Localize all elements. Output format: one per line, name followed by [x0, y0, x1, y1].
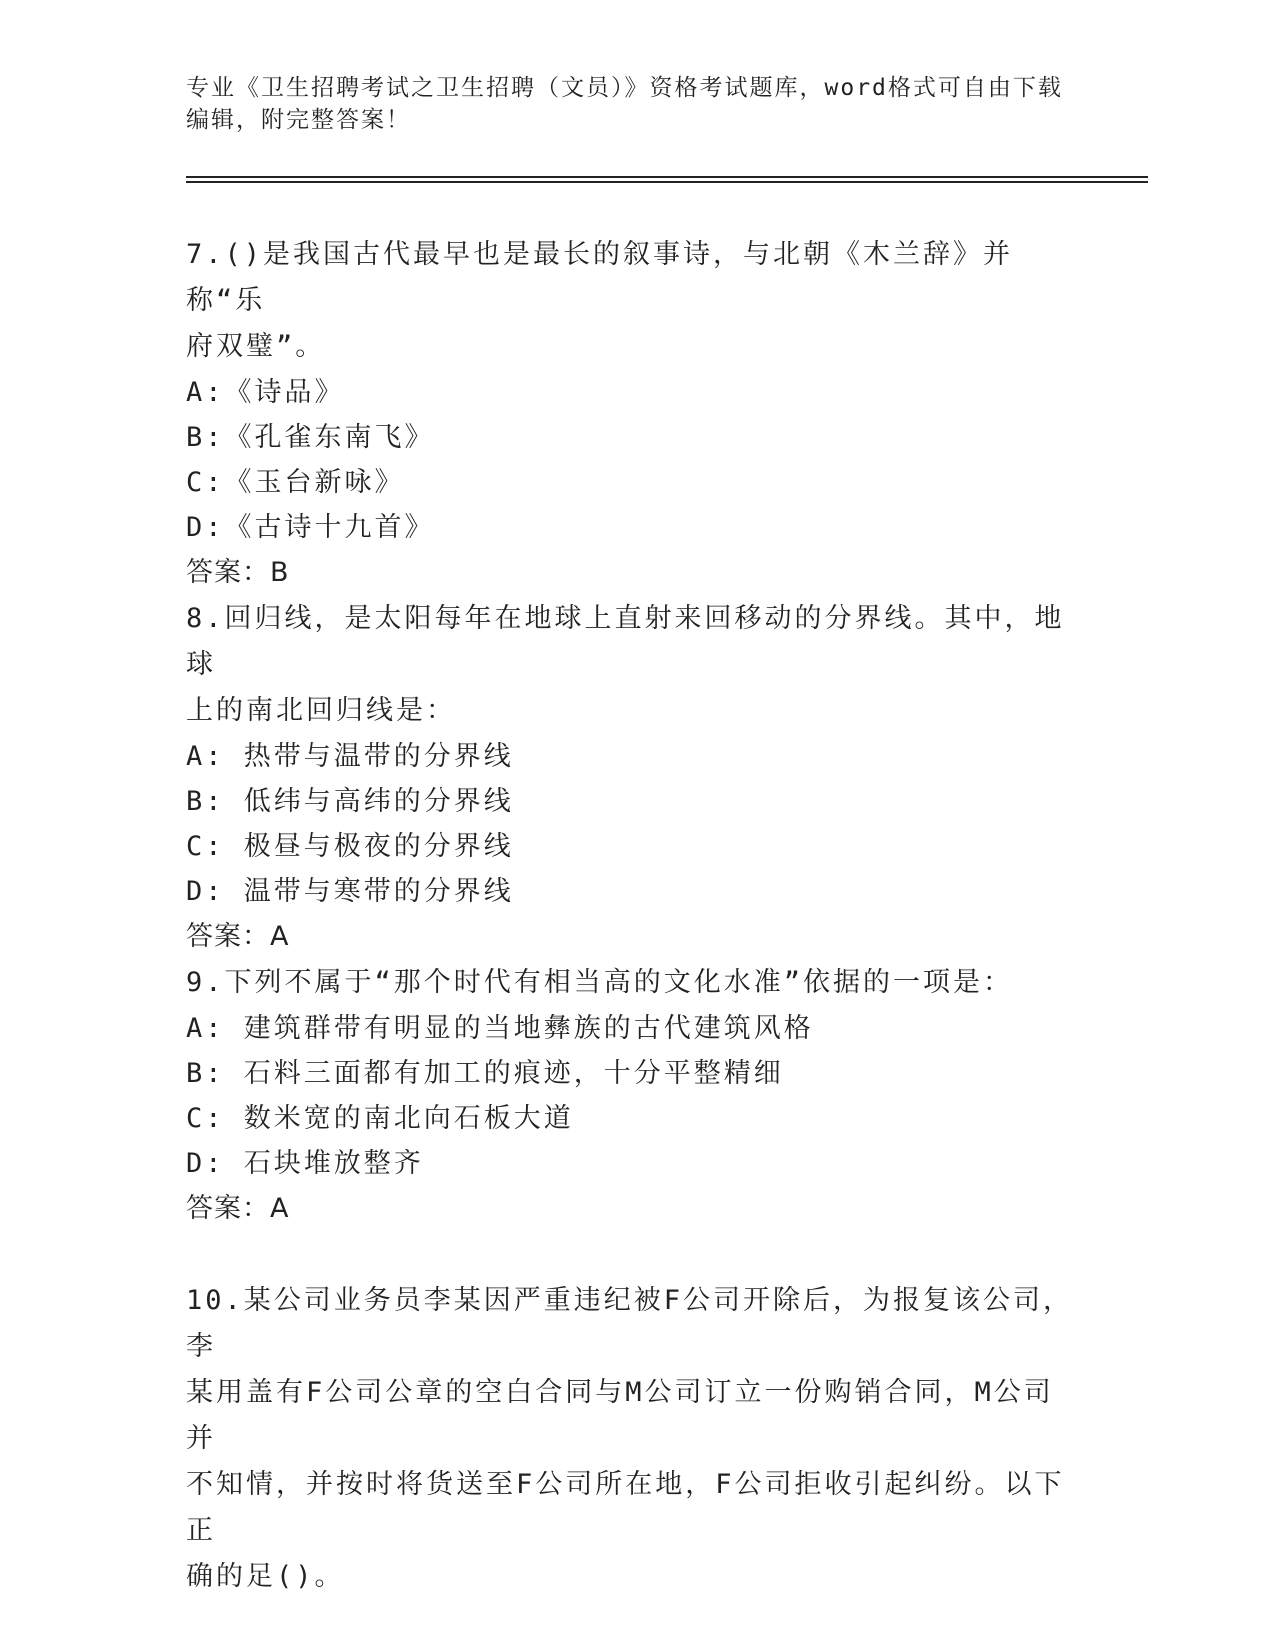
header-line-2: 编辑，附完整答案！ — [186, 107, 411, 133]
answer-line: 答案：B — [186, 557, 290, 588]
option-c: C:《玉台新咏》 — [186, 467, 405, 498]
option-a: A:《诗品》 — [186, 377, 345, 408]
option-b: B:《孔雀东南飞》 — [186, 422, 435, 453]
option-d: D:《古诗十九首》 — [186, 512, 435, 543]
option-d: D: 石块堆放整齐 — [186, 1148, 424, 1179]
question-stem-line: 某用盖有F公司公章的空白合同与M公司订立一份购销合同，M公司并 — [186, 1377, 1054, 1454]
header-line-1: 专业《卫生招聘考试之卫生招聘（文员）》资格考试题库，word格式可自由下载 — [186, 75, 1063, 101]
question-stem-line: 不知情，并按时将货送至F公司所在地，F公司拒收引起纠纷。以下正 — [186, 1469, 1065, 1546]
header-divider-bottom — [186, 181, 1148, 183]
question-stem-line: 9.下列不属于“那个时代有相当高的文化水准”依据的一项是： — [186, 967, 1014, 998]
answer-line: 答案：A — [186, 1193, 290, 1224]
question-stem-line: 7.()是我国古代最早也是最长的叙事诗，与北朝《木兰辞》并称“乐 — [186, 239, 1014, 316]
question-stem-line: 上的南北回归线是： — [186, 695, 456, 726]
option-b: B: 低纬与高纬的分界线 — [186, 786, 514, 817]
option-c: C: 数米宽的南北向石板大道 — [186, 1103, 574, 1134]
option-a: A: 热带与温带的分界线 — [186, 741, 514, 772]
option-d: D: 温带与寒带的分界线 — [186, 876, 514, 907]
answer-line: 答案：A — [186, 921, 290, 952]
option-b: B: 石料三面都有加工的痕迹，十分平整精细 — [186, 1058, 784, 1089]
option-c: C: 极昼与极夜的分界线 — [186, 831, 514, 862]
question-stem-line: 10.某公司业务员李某因严重违纪被F公司开除后，为报复该公司，李 — [186, 1285, 1074, 1362]
header-divider-top — [186, 176, 1148, 178]
question-stem-line: 府双璧”。 — [186, 331, 326, 362]
question-8 — [186, 596, 1076, 960]
document-header — [186, 72, 1066, 136]
question-stem-line: 8.回归线，是太阳每年在地球上直射来回移动的分界线。其中，地球 — [186, 603, 1065, 680]
question-9 — [186, 960, 1076, 1232]
question-7 — [186, 232, 1076, 596]
question-10 — [186, 1278, 1076, 1600]
option-a: A: 建筑群带有明显的当地彝族的古代建筑风格 — [186, 1013, 814, 1044]
question-stem-line: 确的足()。 — [186, 1561, 345, 1592]
